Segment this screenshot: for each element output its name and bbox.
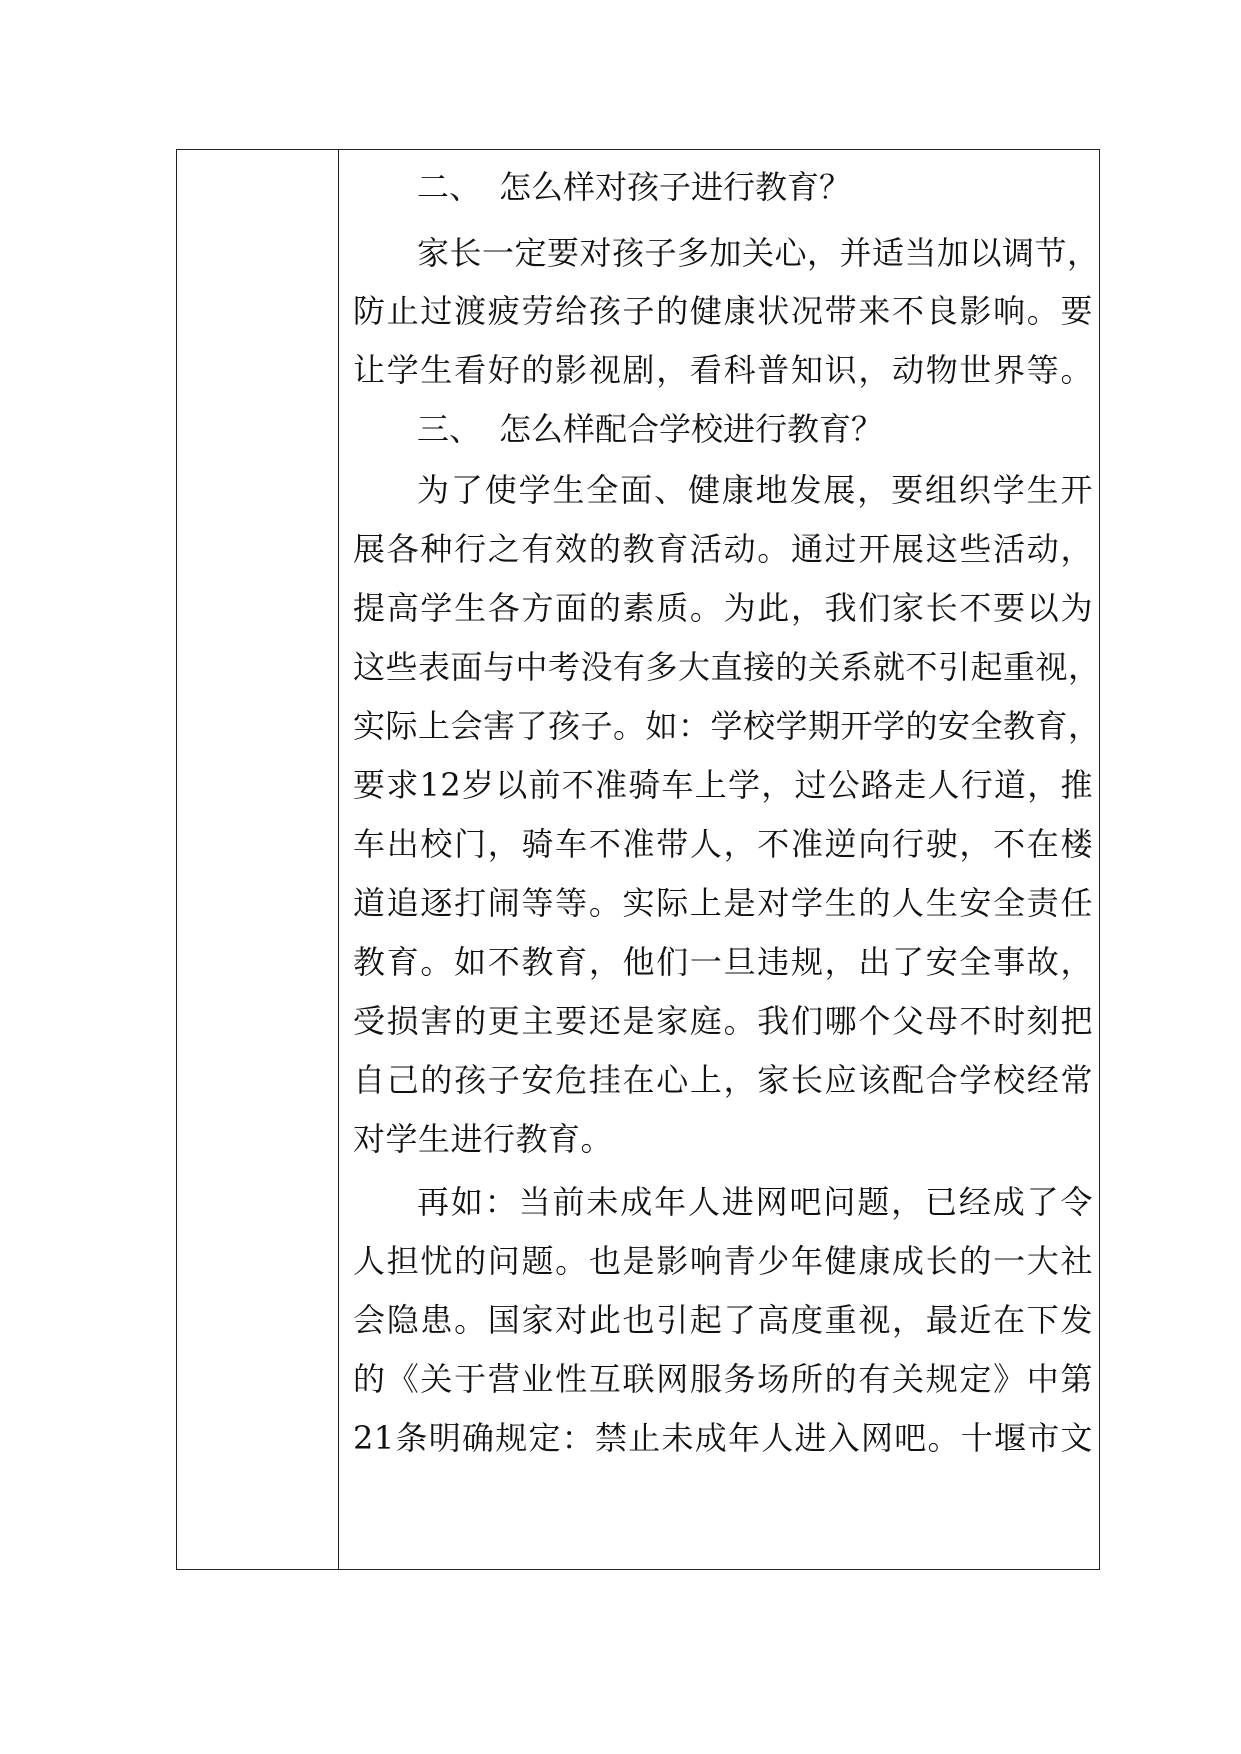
paragraph-line: 受损害的更主要还是家庭。我们哪个父母不时刻把 [353,1002,1093,1040]
section-title: 怎么样对孩子进行教育？ [499,168,852,206]
table-left-cell [177,150,339,1569]
document-table [176,149,1100,1570]
paragraph-line: 展各种行之有效的教育活动。通过开展这些活动， [353,530,1093,568]
section-title: 怎么样配合学校进行教育？ [499,410,884,448]
paragraph-line: 要求12岁以前不准骑车上学，过公路走人行道，推 [353,766,1093,804]
paragraph-line: 再如：当前未成年人进网吧问题，已经成了令 [417,1183,1093,1221]
paragraph-line: 这些表面与中考没有多大直接的关系就不引起重视， [353,648,1101,686]
paragraph-line: 人担忧的问题。也是影响青少年健康成长的一大社 [353,1242,1093,1280]
paragraph-line: 车出校门，骑车不准带人，不准逆向行驶，不在楼 [353,825,1093,863]
paragraph-line: 让学生看好的影视剧，看科普知识，动物世界等。 [353,351,1093,389]
paragraph-line: 自己的孩子安危挂在心上，家长应该配合学校经常 [353,1061,1093,1099]
paragraph-line: 21条明确规定：禁止未成年人进入网吧。十堰市文 [353,1419,1093,1457]
paragraph-line: 道追逐打闹等等。实际上是对学生的人生安全责任 [353,884,1093,922]
section-number: 三、 [417,410,482,448]
paragraph-line: 会隐患。国家对此也引起了高度重视，最近在下发 [353,1301,1093,1339]
section-heading-3 [417,405,883,453]
paragraph-line: 提高学生各方面的素质。为此，我们家长不要以为 [353,589,1093,627]
table-content-cell [339,150,1099,1569]
paragraph-line: 实际上会害了孩子。如：学校学期开学的安全教育， [353,707,1101,745]
paragraph-line: 对学生进行教育。 [353,1120,614,1158]
paragraph-line: 家长一定要对孩子多加关心，并适当加以调节， [417,234,1100,272]
paragraph-line: 的《关于营业性互联网服务场所的有关规定》中第 [353,1360,1093,1398]
section-heading-2 [417,163,851,211]
paragraph-line: 防止过渡疲劳给孩子的健康状况带来不良影响。要 [353,292,1093,330]
section-number: 二、 [417,168,482,206]
paragraph-line: 教育。如不教育，他们一旦违规，出了安全事故， [353,943,1093,981]
paragraph-line: 为了使学生全面、健康地发展，要组织学生开 [417,471,1093,509]
